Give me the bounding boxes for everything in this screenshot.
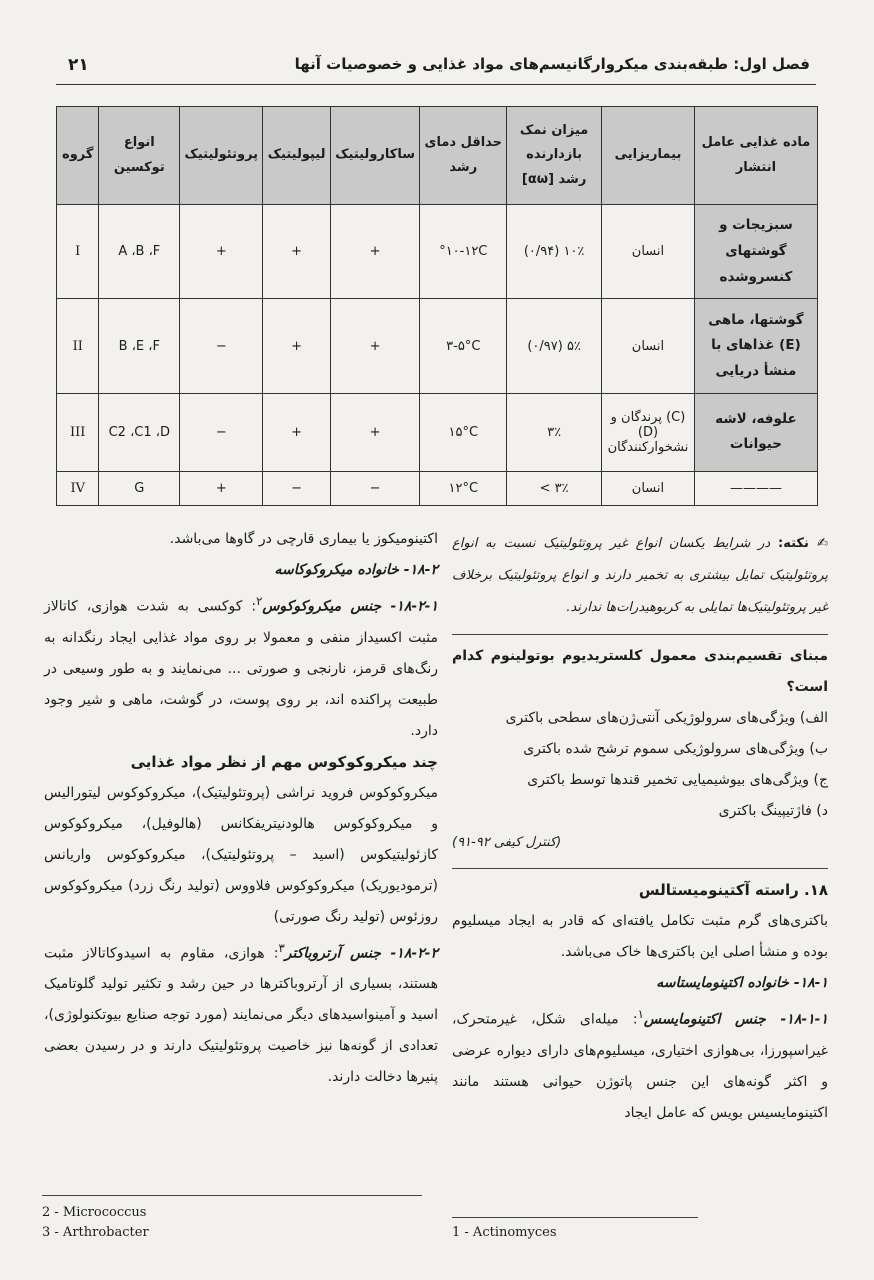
table-cell: G	[99, 471, 180, 505]
table-row	[57, 393, 818, 471]
table-cell: انسان	[602, 299, 695, 393]
table-cell: +	[180, 471, 263, 505]
running-header-title: فصل اول: طبقه‌بندی میکروارگانیسم‌های مواد غذایی و خصوصیات آنها	[294, 55, 810, 73]
col-header: ماده غذایی عامل انتشار	[694, 107, 817, 205]
table-cell: −	[180, 393, 263, 471]
quiz-option: الف) ویژگی‌های سرولوژیکی آنتی‌ژن‌های سطحی باکتری	[505, 710, 828, 726]
col-header: میزان نمک بازدارنده رشد [αω]	[507, 107, 602, 205]
table-cell: +	[180, 205, 263, 299]
subsection-heading: ۱۸-۱- خانواده اکتینومایستاسه	[656, 975, 828, 991]
footnote: 2 - Micrococcus	[42, 1205, 147, 1220]
page-number: ۲۱	[68, 55, 89, 75]
table-cell: ۱۲°C	[420, 471, 507, 505]
table-cell: ۱۵°C	[420, 393, 507, 471]
note-text: در شرایط یکسان انواع غیر پروتئولیتیک نسبت به انواع پروتئولیتیک تمایل بیشتری به تخمیر دارند و انواع پروتئولیتیک برخلاف غیر پروتئولیتیک‌ها تمایلی به کربوهیدرات‌ها ندارند.	[452, 536, 828, 615]
table-cell: −	[180, 299, 263, 393]
genus-title: ۱۸-۲-۲- جنس آرتروباکتر	[284, 945, 438, 962]
footnote: 1 - Actinomyces	[452, 1225, 557, 1240]
table-cell: (C) پرندگان و (D) نشخوارکنندگان	[602, 393, 695, 471]
col-header: انواع توکسین	[99, 107, 180, 205]
genus-text: : کوکسی به شدت هوازی، کاتالاز مثبت اکسیداز منفی و معمولا بر روی مواد غذایی ایجاد رنگدانه به رنگ‌های قرمز، نارنجی و صورتی ... می‌نمایند و به طور وسیعی در طبیعت پراکنده اند، بر روی پوست، در گوشت، ماهی و شیر وجود دارد.	[44, 598, 438, 739]
table-cell: +	[263, 205, 330, 299]
table-cell: ۵٪ (۰/۹۷)	[507, 299, 602, 393]
quiz-option: ب) ویژگی‌های سرولوژیکی سموم ترشح شده باکتری	[523, 741, 828, 757]
table-cell: علوفه، لاشه حیوانات	[694, 393, 817, 471]
footnote-mark: ۳	[278, 940, 285, 955]
pen-icon: ✍	[817, 536, 828, 551]
footnotes-left	[42, 1203, 149, 1243]
col-header: لیپولیتیک	[263, 107, 330, 205]
question-separator	[452, 634, 828, 635]
table-cell: ۱۰٪ (۰/۹۴)	[507, 205, 602, 299]
col-header: ساکارولیتیک	[330, 107, 420, 205]
question-separator	[452, 868, 828, 869]
quiz-question: مبنای تقسیم‌بندی معمول کلستریدیوم بوتولینوم کدام است؟	[452, 648, 828, 695]
footnote: 3 - Arthrobacter	[42, 1225, 149, 1240]
table-cell: III	[57, 393, 99, 471]
table-cell: −	[263, 471, 330, 505]
paragraph	[44, 933, 438, 1094]
left-column	[44, 524, 438, 1093]
quiz-option: د) فاژتیپینگ باکتری	[718, 803, 828, 819]
paragraph	[44, 586, 438, 747]
table-cell: +	[330, 205, 420, 299]
genus-text: : میله‌ای شکل، غیرمتحرک، غیراسپورزا، بی‌هوازی اختیاری، میسلیوم‌های دارای دیواره عرضی و اکثر گونه‌های این جنس پاتوژن حیوانی هستند مانند اکتینومایسیس بویس که عامل ایجاد	[452, 1011, 828, 1121]
table-cell: ۳٪ >	[507, 471, 602, 505]
table-row	[57, 205, 818, 299]
table-cell: I	[57, 205, 99, 299]
table-header-row	[57, 107, 818, 205]
table-cell: سبزیجات و گوشتهای کنسروشده	[694, 205, 817, 299]
table-cell: انسان	[602, 471, 695, 505]
table-cell: ۳-۵°C	[420, 299, 507, 393]
col-header: گروه	[57, 107, 99, 205]
footnote-rule	[42, 1195, 422, 1196]
genus-title: ۱۸-۲-۱- جنس میکروکوکوس	[262, 598, 438, 615]
table-cell: C2 ،C1 ،D	[99, 393, 180, 471]
subsection-heading: ۱۸-۲- خانواده میکروکوکاسه	[274, 562, 438, 578]
paragraph	[452, 999, 828, 1129]
table-cell: ۳٪	[507, 393, 602, 471]
genus-text: : هوازی، مقاوم به اسیدوکاتالاز مثبت هستند، بسیاری از آرتروباکترها در حین رشد و تکثیر تولید گلوتامیک اسید و آمینواسیدهای دیگر می‌نمایند (مورد توجه صنایع بیوتکنولوژی)، تعدادی از گونه‌ها نیز خاصیت پروتئولیتیک دارند و در رسیدن بعضی پنیرها دخالت دارند.	[44, 945, 438, 1086]
table-cell: IV	[57, 471, 99, 505]
paragraph: اکتینومیکوز یا بیماری قارچی در گاوها می‌باشد.	[169, 531, 438, 547]
note-label: نکته:	[778, 536, 809, 551]
section-heading: ۱۸. راسته آکتینومیستالس	[638, 881, 828, 899]
col-header: حداقل دمای رشد	[420, 107, 507, 205]
right-column	[452, 528, 828, 1129]
table-cell: ۱۰-۱۲C°	[420, 205, 507, 299]
table-cell: B ،E ،F	[99, 299, 180, 393]
genus-title: ۱۸-۱-۱- جنس اکتینومایسس	[643, 1011, 828, 1028]
table-cell: گوشتها، ماهی (E) غذاهای با منشأ دریایی	[694, 299, 817, 393]
paragraph: باکتری‌های گرم مثبت تکامل یافته‌ای که قادر به ایجاد میسلیوم بوده و منشأ اصلی این باکتری‌ها خاک می‌باشد.	[452, 913, 828, 960]
question-source: (کنترل کیفی ۹۲-۹۱)	[452, 835, 562, 850]
table-cell: +	[263, 299, 330, 393]
table-cell: −	[330, 471, 420, 505]
table-row	[57, 471, 818, 505]
paragraph: میکروکوکوس فروید نراشی (پروتئولیتیک)، میکروکوکوس لیتورالیس و میکروکوکوس هالودنیتریفکانس (هالوفیل)، میکروکوکوس کازئولیتیکوس (اسید – پروتئولیتیک)، میکروکوکوس واریانس (ترمودیوریک) میکروکوکوس فلاووس (تولید رنگ زرد) میکروکوکوس روزئوس (تولید رنگ صورتی)	[44, 784, 438, 925]
botulinum-groups-table	[56, 106, 818, 506]
footnote-mark: ۱	[637, 1007, 644, 1021]
note-box	[452, 528, 828, 624]
col-header: بیماریزایی	[602, 107, 695, 205]
footnotes-right	[452, 1223, 557, 1243]
table-cell: II	[57, 299, 99, 393]
header-rule	[56, 84, 816, 85]
col-header: پروتئولیتیک	[180, 107, 263, 205]
footnote-rule	[452, 1217, 698, 1218]
table-cell: A ،B ،F	[99, 205, 180, 299]
table-cell: +	[330, 299, 420, 393]
table-cell: انسان	[602, 205, 695, 299]
quiz-option: ج) ویژگی‌های بیوشیمیایی تخمیر قندها توسط باکتری	[527, 772, 828, 788]
section-heading: چند میکروکوکوس مهم از نظر مواد غذایی	[130, 752, 438, 771]
table-row	[57, 299, 818, 393]
table-cell: +	[330, 393, 420, 471]
table-cell: ————	[694, 471, 817, 505]
footnote-mark: ۲	[256, 594, 263, 608]
table-cell: +	[263, 393, 330, 471]
